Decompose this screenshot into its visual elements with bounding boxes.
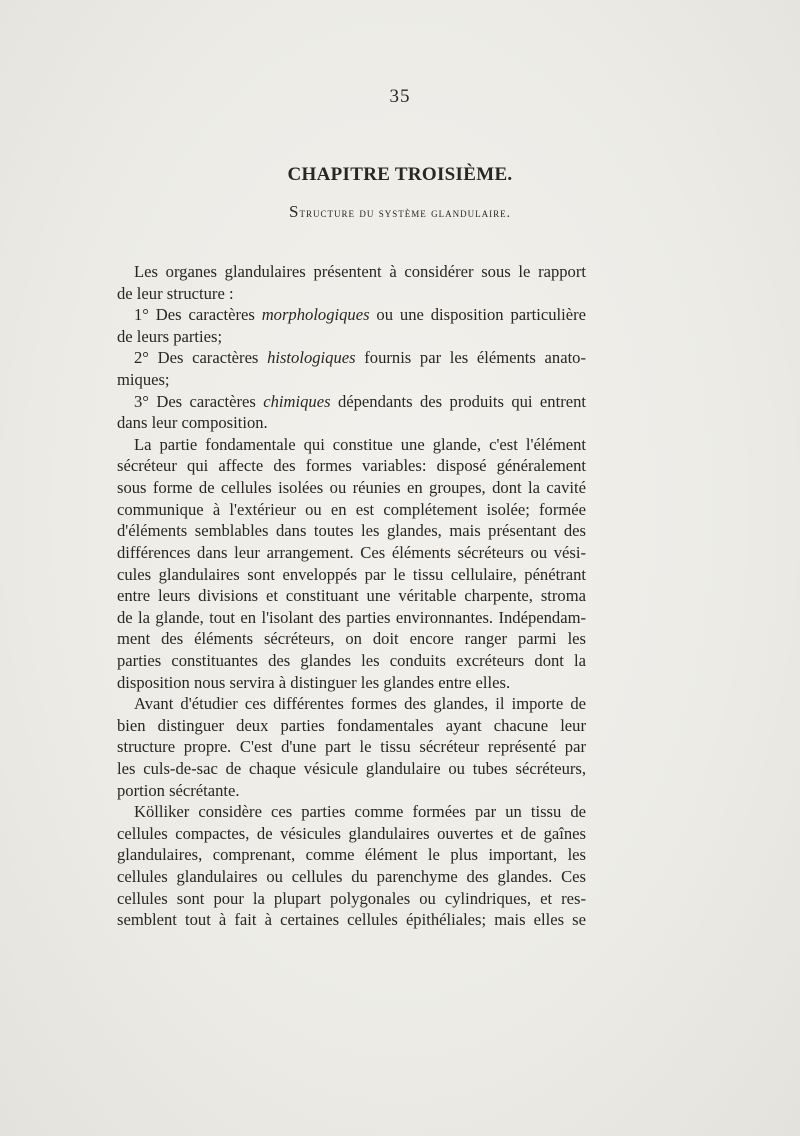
italic-term: histologiques [267, 348, 356, 368]
text-line [117, 326, 586, 348]
text-line [117, 801, 586, 823]
text-segment: 2° Des caractères [134, 348, 268, 368]
text-segment: d'éléments semblables dans toutes les glandes, mais présentant des [117, 521, 586, 541]
chapter-title: CHAPITRE TROISIÈME. [287, 164, 513, 185]
text-line [117, 628, 586, 650]
text-line [117, 347, 586, 369]
text-line [117, 455, 586, 477]
text-line [117, 650, 586, 672]
page-number: 35 [389, 86, 411, 107]
text-line [117, 283, 586, 305]
text-line [117, 520, 586, 542]
text-segment: de leurs parties; [117, 326, 223, 346]
text-segment: La partie fondamentale qui constitue une glande, c'est l'élément [134, 434, 586, 454]
text-line [117, 564, 586, 586]
text-line [117, 477, 586, 499]
text-line [117, 585, 586, 607]
text-segment: Avant d'étudier ces différentes formes des glandes, il importe de [134, 694, 586, 714]
text-segment: ou une disposition particulière [369, 305, 586, 325]
text-line [117, 715, 586, 737]
text-segment: fournis par les éléments anato- [355, 348, 586, 368]
text-line [117, 542, 586, 564]
text-segment: parties constituantes des glandes les conduits excréteurs dont la [117, 650, 586, 670]
text-segment: communique à l'extérieur ou en est complétement isolée; formée [117, 499, 586, 519]
text-segment: Kölliker considère ces parties comme formées par un tissu de [134, 802, 586, 822]
text-segment: miques; [117, 370, 170, 390]
text-segment: de leur structure : [117, 283, 234, 303]
text-segment: glandulaires, comprenant, comme élément le plus important, les [117, 845, 586, 865]
text-segment: disposition nous servira à distinguer les glandes entre elles. [117, 672, 511, 692]
text-segment: les culs-de-sac de chaque vésicule glandulaire ou tubes sécréteurs, [117, 759, 586, 779]
text-segment: de la glande, tout en l'isolant des parties environnantes. Indépendam- [117, 607, 586, 627]
text-segment: 1° Des caractères [134, 305, 262, 325]
text-segment: semblent tout à fait à certaines cellules épithéliales; mais elles se [117, 910, 586, 930]
text-line [117, 607, 586, 629]
text-segment: bien distinguer deux parties fondamentales ayant chacune leur [117, 715, 586, 735]
section-title-initial: S [289, 202, 300, 221]
text-line [117, 736, 586, 758]
text-segment: cellules sont pour la plupart polygonales ou cylindriques, et res- [117, 888, 586, 908]
text-segment: cellules glandulaires ou cellules du parenchyme des glandes. Ces [117, 867, 586, 887]
text-line [117, 844, 586, 866]
text-line [117, 412, 586, 434]
text-line [117, 909, 586, 931]
text-segment: Les organes glandulaires présentent à considérer sous le rapport [134, 262, 586, 281]
section-title-text: tructure du système glandulaire. [299, 205, 511, 220]
text-line [117, 823, 586, 845]
text-segment: sous forme de cellules isolées ou réunies en groupes, dont la cavité [117, 478, 586, 498]
text-line [117, 434, 586, 456]
text-segment: sécréteur qui affecte des formes variables: disposé généralement [117, 456, 586, 476]
text-segment: entre leurs divisions et constituant une véritable charpente, stroma [117, 586, 586, 606]
text-segment: cules glandulaires sont enveloppés par le tissu cellulaire, pénétrant [117, 564, 586, 584]
text-line [117, 499, 586, 521]
text-line [117, 369, 586, 391]
text-line [117, 780, 586, 802]
text-segment: dépendants des produits qui entrent [330, 391, 586, 411]
section-title [0, 202, 800, 222]
text-segment: dans leur composition. [117, 413, 268, 433]
text-segment: différences dans leur arrangement. Ces éléments sécréteurs ou vési- [117, 542, 586, 562]
text-segment: 3° Des caractères [134, 391, 264, 411]
text-segment: ment des éléments sécréteurs, on doit encore ranger parmi les [117, 629, 586, 649]
text-line [117, 888, 586, 910]
text-line [117, 672, 586, 694]
text-line [117, 391, 586, 413]
text-segment: portion sécrétante. [117, 780, 240, 800]
text-segment: structure propre. C'est d'une part le tissu sécréteur représenté par [117, 737, 586, 757]
text-line [117, 693, 586, 715]
italic-term: chimiques [263, 391, 331, 411]
body-text [117, 261, 586, 931]
text-line [117, 304, 586, 326]
text-line [117, 261, 586, 283]
text-line [117, 758, 586, 780]
text-line [117, 866, 586, 888]
text-segment: cellules compactes, de vésicules glandulaires ouvertes et de gaînes [117, 823, 586, 843]
italic-term: morphologiques [261, 305, 370, 325]
